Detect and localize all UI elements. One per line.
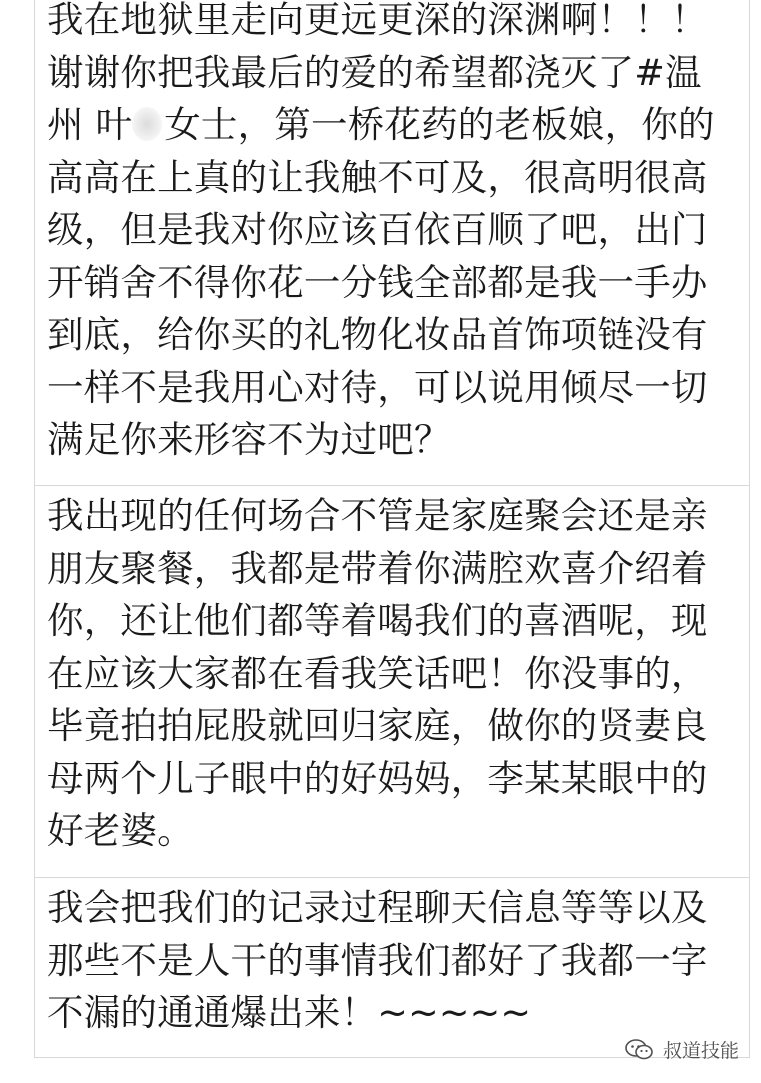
post-block-3: [34, 878, 750, 1058]
post-text-1-part-1: 我在地狱里走向更远更深的深渊啊！！！谢谢你把我最后的爱的希望都浇灭了#温州 叶: [47, 0, 708, 146]
watermark: [625, 1036, 739, 1063]
post-text-2: 我出现的任何场合不管是家庭聚会还是亲朋友聚餐，我都是带着你满腔欢喜介绍着你，还让他们都等着喝我们的喜酒呢，现在应该大家都在看我笑话吧！你没事的，毕竟拍拍屁股就回归家庭，做你的贤妻良母两个儿子眼中的好妈妈，李某某眼中的好老婆。: [47, 494, 708, 852]
post-block-2: [34, 486, 750, 878]
post-text-1: [35, 0, 749, 467]
post-block-1: [34, 0, 750, 486]
blurred-name-mask: [132, 107, 162, 141]
post-text-1-part-2: 女士，第一桥花药的老板娘，你的高高在上真的让我触不可及，很高明很高级，但是我对你应该百依百顺了吧，出门开销舍不得你花一分钱全部都是我一手办到底，给你买的礼物化妆品首饰项链没有一样不是我用心对待，可以说用倾尽一切满足你来形容不为过吧？: [47, 103, 715, 461]
wechat-icon: [625, 1038, 655, 1062]
post-text-3: 我会把我们的记录过程聊天信息等等以及那些不是人干的事情我们都好了我都一字不漏的通通爆出来！~~~~~: [47, 886, 708, 1034]
watermark-text: 叔道技能: [662, 1040, 739, 1062]
